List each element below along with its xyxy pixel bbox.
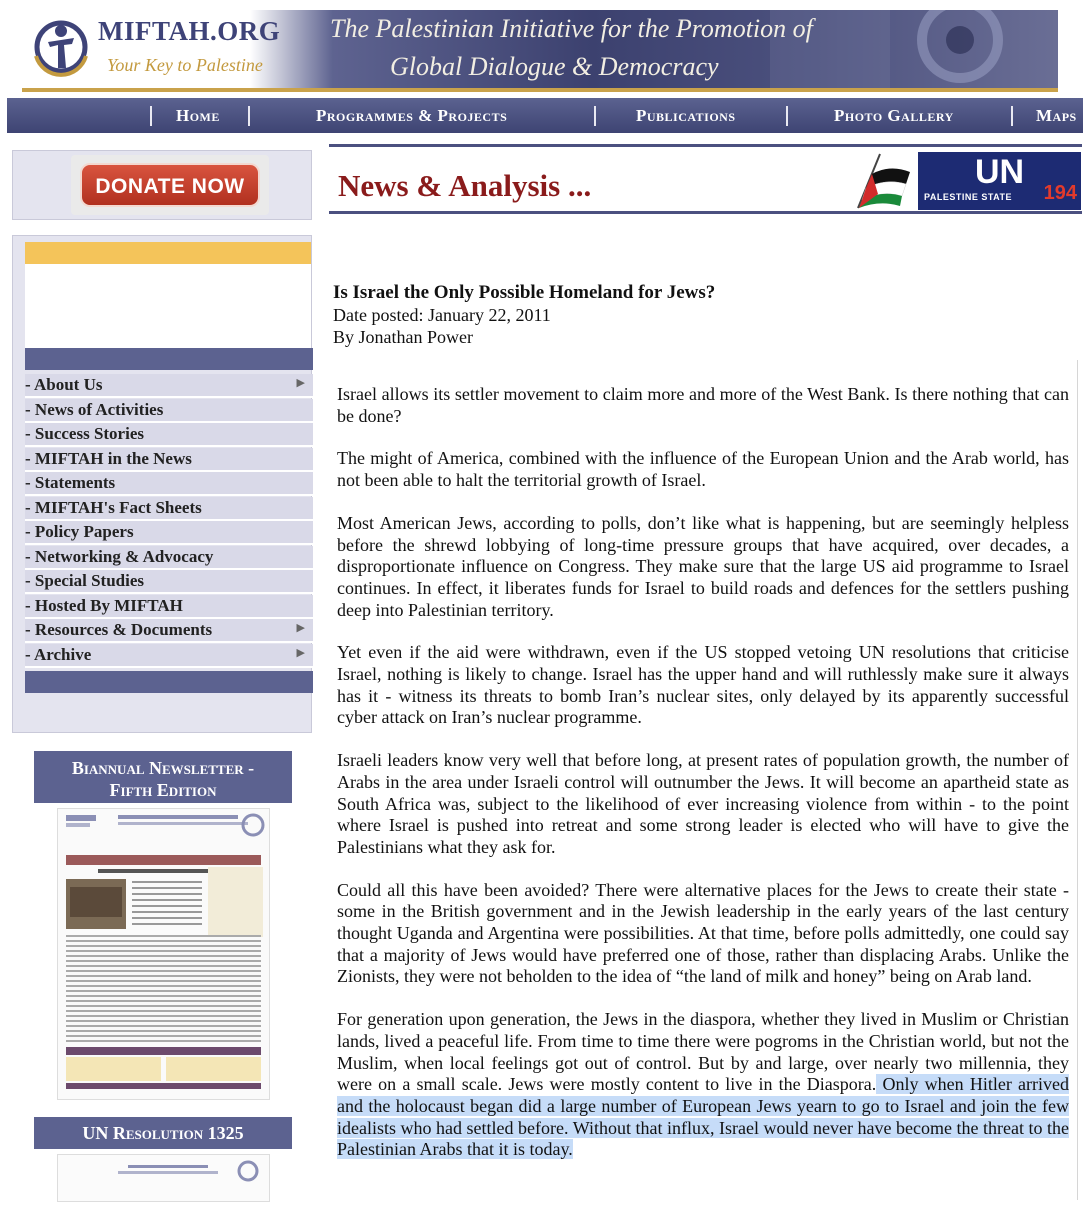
article-body: [337, 384, 1069, 1182]
nav-maps[interactable]: Maps: [1036, 106, 1077, 125]
paragraph-text: For generation upon generation, the Jews in the diaspora, whether they lived in Muslim or Christian lands, lived a peaceful life. From time to time there were pogroms in the Christian world, but not the Muslim, when local feelings got out of control. But by and large, over nearly two millennia, they were on a small scale. Jews were mostly content to live in the Diaspora.: [337, 1009, 1069, 1095]
banner-gold-line: [22, 88, 1058, 92]
un-logo-text: UN: [974, 153, 1025, 191]
donate-button-frame: [71, 155, 269, 215]
article-title: Is Israel the Only Possible Homeland for Jews?: [333, 282, 716, 303]
un-resolution-thumbnail[interactable]: [57, 1154, 270, 1202]
menu-spacer: [25, 264, 311, 348]
un-resolution-title[interactable]: UN Resolution 1325: [34, 1117, 292, 1149]
un-logo-number: 194: [1043, 182, 1077, 204]
sidebar-item-label: - Special Studies: [25, 571, 145, 590]
article-paragraph: Yet even if the aid were withdrawn, even if the US stopped vetoing UN resolutions that criticise Israel, nothing is likely to change. Israel has the upper hand and will ruthlessly make sure it always has it - witness its threats to bomb Iran’s nuclear sites, only delayed by its apparently successful cyber attack on Iran’s nuclear programme.: [337, 642, 1069, 728]
article-paragraph: Israeli leaders know very well that before long, at present rates of population growth, the number of Arabs in the area under Israeli control will outnumber the Jews. It will become an apartheid state as South Africa was, subject to the likelihood of ever increasing violence from within - to the point where Israel is pushed into retreat and some strong leader is elected who will have to give the Palestinians what they ask for.: [337, 750, 1069, 857]
menu-gold-bar: [25, 242, 311, 264]
nav-separator: [248, 106, 250, 126]
article-paragraph: The might of America, combined with the influence of the European Union and the Arab world, has not been able to halt the territorial growth of Israel.: [337, 448, 1069, 491]
newsletter-title-line2: Fifth Edition: [109, 780, 217, 800]
sidebar-item-label: - Archive: [25, 644, 92, 664]
sidebar-item-networking-advocacy[interactable]: [25, 546, 313, 570]
chevron-right-icon: ▶: [296, 646, 305, 659]
newsletter-page-image: [58, 809, 269, 1099]
sidebar-item-policy-papers[interactable]: [25, 521, 313, 545]
banner-decoration: [770, 10, 1058, 88]
section-title: News & Analysis ...: [338, 168, 592, 203]
sidebar-item-label: - Statements: [25, 473, 116, 492]
sidebar-item-label: - Hosted By MIFTAH: [25, 595, 183, 615]
sidebar-item-label: - MIFTAH in the News: [25, 448, 192, 468]
sidebar-item-label: - News of Activities: [25, 399, 164, 419]
un-logo-subtitle: PALESTINE STATE: [924, 192, 1013, 202]
newsletter-title[interactable]: [34, 751, 292, 803]
sidebar-item-archive[interactable]: [25, 644, 313, 668]
sidebar-item-special-studies[interactable]: [25, 570, 313, 594]
banner-tagline-line2: Global Dialogue & Democracy: [390, 52, 719, 81]
sidebar-item-label: - Success Stories: [25, 424, 144, 443]
sidebar-item-label: - Policy Papers: [25, 522, 134, 541]
sidebar-item-label: - Resources & Documents: [25, 620, 213, 639]
menu-header-bar: [25, 348, 313, 370]
chevron-right-icon: ▶: [296, 377, 305, 389]
sidebar-item-label: - About Us: [25, 375, 103, 394]
nav-photo-gallery[interactable]: Photo Gallery: [834, 106, 954, 125]
article-paragraph: Most American Jews, according to polls, don’t like what is happening, but are seemingly helpless before the shrewd lobbying of long-time pressure groups that have acquired, over decades, a disproportionate influence on Congress. They make sure that the large US aid programme to Israel continues. In effect, it liberates funds for Israel to build roads and defences for the settlers pushing deep into Palestinian territory.: [337, 512, 1069, 620]
sidebar-item-news-of-activities[interactable]: [25, 399, 313, 423]
sidebar-item-success-stories[interactable]: [25, 423, 313, 447]
article-date: Date posted: January 22, 2011: [333, 305, 551, 325]
banner-tagline-line1: The Palestinian Initiative for the Promotion of: [330, 14, 813, 43]
nav-programmes-projects[interactable]: Programmes & Projects: [316, 106, 508, 125]
article-border: [1077, 360, 1078, 1200]
un-palestine-state-logo: [918, 152, 1081, 210]
donate-panel: [12, 150, 312, 220]
logo-tagline: Your Key to Palestine: [107, 55, 263, 75]
sidebar-item-statements[interactable]: [25, 472, 313, 496]
chevron-right-icon: ▶: [296, 622, 305, 634]
menu-footer-bar: [25, 671, 313, 693]
nav-separator: [150, 106, 152, 126]
nav-home[interactable]: Home: [176, 106, 220, 125]
article-paragraph: Israel allows its settler movement to claim more and more of the West Bank. Is there nothing that can be done?: [337, 384, 1069, 426]
sidebar-item-label: - MIFTAH's Fact Sheets: [25, 497, 202, 517]
sidebar-menu-panel: [12, 235, 312, 733]
article-author: By Jonathan Power: [333, 327, 473, 347]
article-paragraph-last: [337, 1009, 1069, 1161]
article-paragraph: Could all this have been avoided? There were alternative places for the Jews to create their state - some in the British government and in the Jewish leadership in the early years of the last century thought Uganda and Argentina were possibilities. At that time, before polls admittedly, one could say that a majority of Jews would have preferred one of those, rather than displacing Arabs. Unlike the Zionists, they were not beholden to the idea of “the land of milk and honey” being on Arab land.: [337, 879, 1069, 987]
donate-button[interactable]: DONATE NOW: [80, 163, 260, 207]
logo-name[interactable]: MIFTAH.ORG: [98, 16, 281, 46]
sidebar-item-label: - Networking & Advocacy: [25, 546, 214, 566]
sidebar-item-resources-documents[interactable]: [25, 619, 313, 643]
sidebar-item-hosted-by-miftah[interactable]: [25, 595, 313, 619]
nav-publications[interactable]: Publications: [636, 106, 736, 125]
nav-separator: [1011, 106, 1013, 126]
un-resolution-image: [58, 1155, 269, 1201]
palestine-flag-icon: [850, 150, 912, 210]
sidebar-item-fact-sheets[interactable]: [25, 497, 313, 521]
sidebar-item-miftah-in-the-news[interactable]: [25, 448, 313, 472]
sidebar-item-about-us[interactable]: [25, 374, 313, 398]
miftah-logo-icon[interactable]: [30, 16, 92, 78]
selected-text-highlight[interactable]: Only when Hitler arrived and the holocaust began did a large number of European Jews yearn to go to Israel and join the few idealists who had settled before. Without that influx, Israel would never have become the threat to the Palestinian Arabs that it is today.: [337, 1074, 1069, 1160]
newsletter-thumbnail[interactable]: [57, 808, 270, 1100]
newsletter-title-line1: Biannual Newsletter -: [71, 758, 255, 778]
nav-separator: [594, 106, 596, 126]
nav-separator: [786, 106, 788, 126]
